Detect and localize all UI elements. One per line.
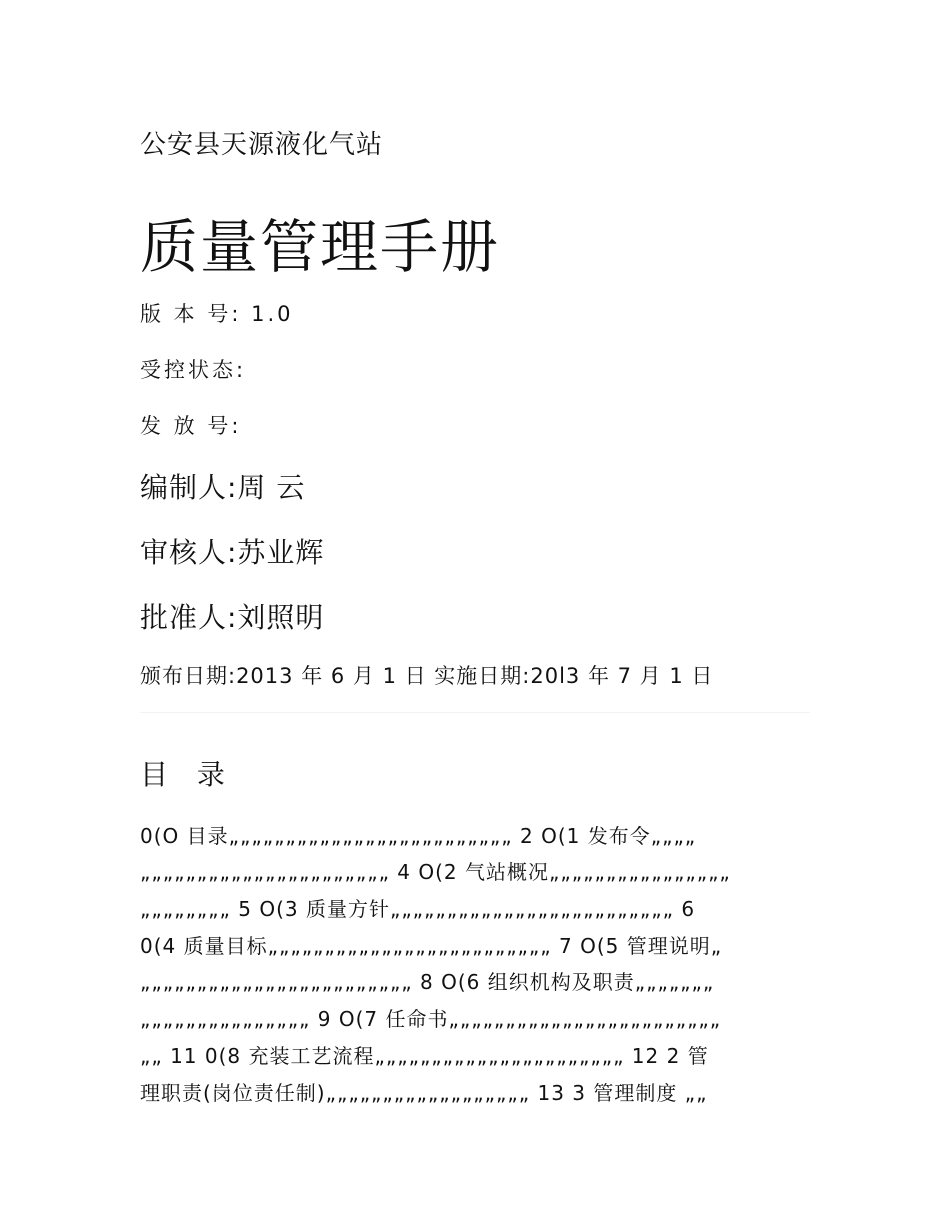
reviewer: 审核人:苏业辉 — [140, 536, 325, 569]
toc-line: „„„„„„„„„„„„„„„„„„„„„„„„ 8 O(6 组织机构及职责„„„„„„„ — [140, 970, 715, 994]
control-status: 受控状态: — [140, 358, 247, 382]
toc-line: 0(O 目录„„„„„„„„„„„„„„„„„„„„„„„„„ 2 O(1 发布令„„„„ — [140, 824, 697, 848]
toc-line: „„„„„„„„„„„„„„„„„„„„„„ 4 O(2 气站概况„„„„„„„„„„„„„„„„ — [140, 860, 731, 884]
toc-heading: 目 录 — [140, 758, 235, 791]
toc-line: 理职责(岗位责任制)„„„„„„„„„„„„„„„„„„ 13 3 管理制度 „„ — [140, 1081, 708, 1105]
issue-number: 发 放 号: — [140, 414, 242, 438]
editor: 编制人:周 云 — [140, 471, 306, 504]
document-title: 质量管理手册 — [140, 213, 501, 281]
toc-line: „„„„„„„„ 5 O(3 质量方针„„„„„„„„„„„„„„„„„„„„„„„„„ 6 — [140, 897, 696, 921]
divider — [140, 712, 810, 713]
release-dates: 颁布日期:2013 年 6 月 1 日 实施日期:20l3 年 7 月 1 日 — [140, 664, 714, 688]
company-name: 公安县天源液化气站 — [140, 130, 384, 160]
approver: 批准人:刘照明 — [140, 601, 325, 634]
toc-line: 0(4 质量目标„„„„„„„„„„„„„„„„„„„„„„„„„ 7 O(5 管理说明„ — [140, 934, 723, 958]
toc-line: „„ 11 0(8 充装工艺流程„„„„„„„„„„„„„„„„„„„„„„ 12 2 管 — [140, 1044, 709, 1068]
version-number: 版 本 号: 1.0 — [140, 302, 294, 326]
toc-line: „„„„„„„„„„„„„„„ 9 O(7 任命书„„„„„„„„„„„„„„„„„„„„„„„„ — [140, 1007, 722, 1031]
